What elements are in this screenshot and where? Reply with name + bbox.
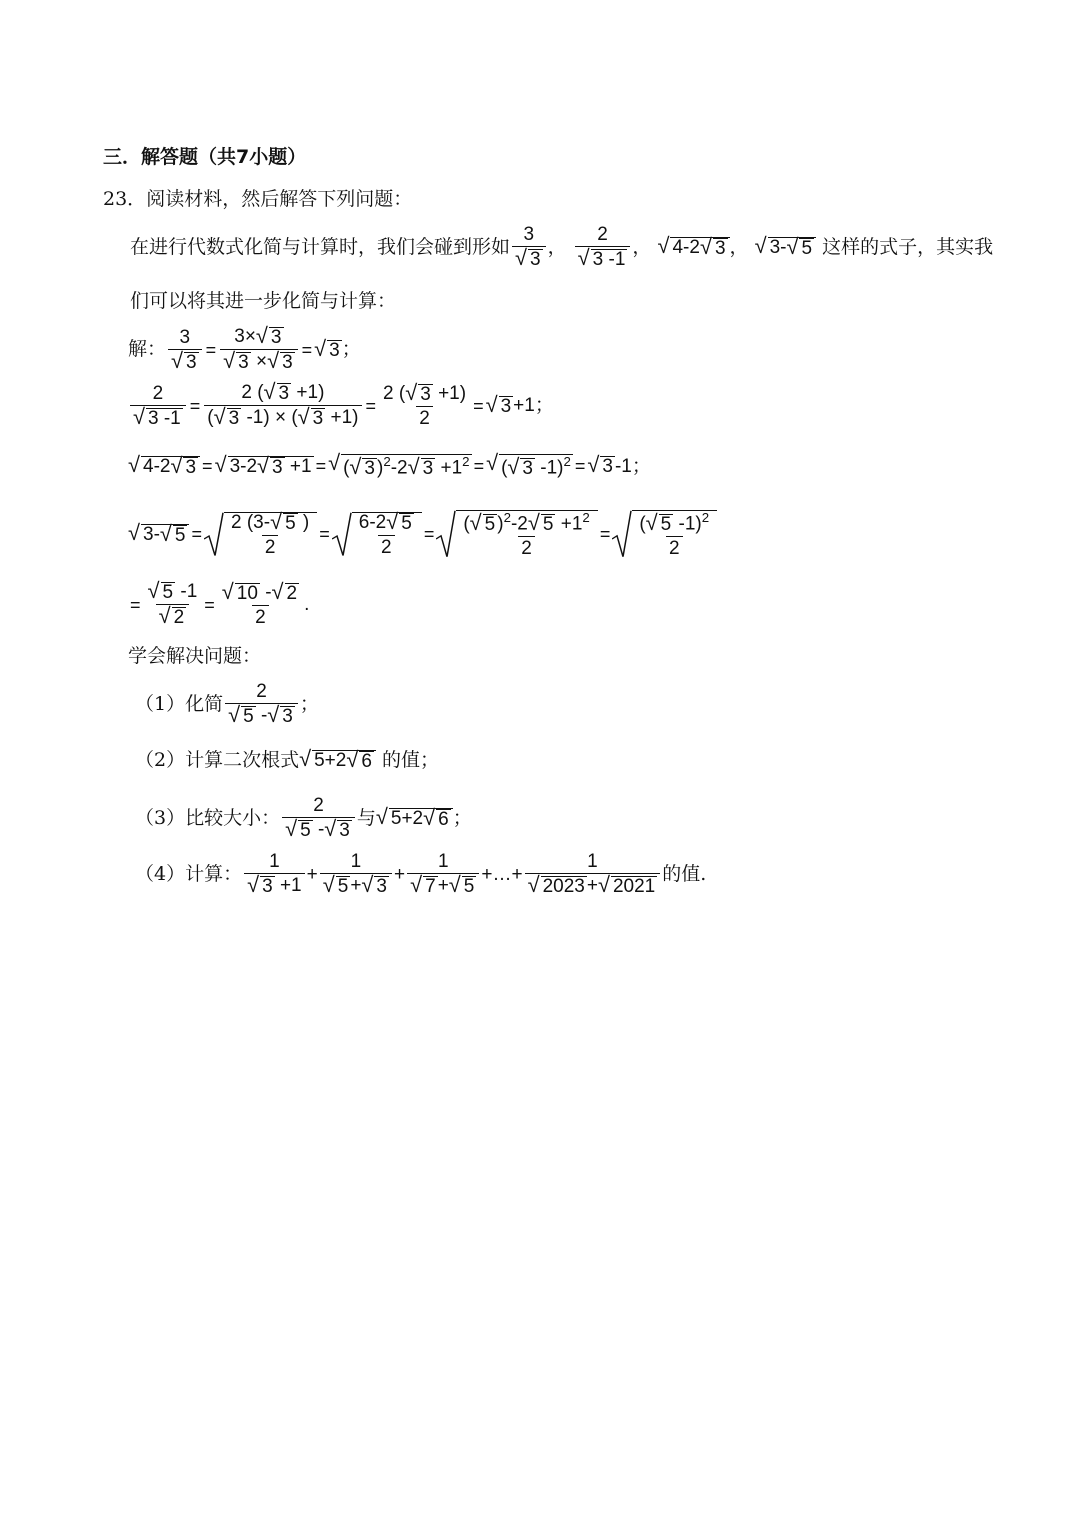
para1-tail: 这样的式子，其实我 — [822, 235, 994, 258]
equals: = — [473, 395, 484, 416]
rad: √ 3 — [587, 456, 615, 476]
equals: = — [191, 524, 202, 545]
rad: √ (√ 3 )$^2$-2√ $3 +1^2$ — [328, 454, 471, 478]
solution-line-5 — [128, 582, 1080, 627]
sep: ， — [729, 235, 749, 258]
frac: 1 √ 7 +√ 5 — [407, 852, 479, 896]
equals: = — [599, 524, 611, 545]
section-title: 三．解答题（共7小题） — [103, 146, 307, 168]
frac: 3 √ 3 — [168, 328, 202, 372]
big-radical: $\frac{(√ 5 )^2-2√ 5 +1^2}{2}$ — [436, 510, 597, 558]
solution-line-4 — [128, 510, 1080, 558]
rad: √ 4-2√ 3 — [128, 456, 200, 477]
question-intro: 阅读材料，然后解答下列问题： — [146, 188, 413, 210]
solution-line-3 — [128, 454, 1080, 478]
question-number: 23． — [103, 188, 147, 210]
equals: = — [319, 524, 330, 545]
rad: √ 3-2√ 3 +1 — [215, 456, 314, 477]
equals: = — [315, 456, 327, 477]
frac: 2 √ 5 -√ 3 — [282, 796, 355, 840]
q3 — [135, 796, 1080, 840]
frac: 2 √ 5 -√ 3 — [225, 682, 298, 726]
q4-label: （4）计算： — [135, 862, 243, 885]
equals: = — [574, 456, 586, 477]
equals: = — [202, 456, 213, 477]
period: . — [304, 594, 310, 615]
q2-label: （2）计算二次根式 — [135, 749, 300, 771]
big-radical: $\frac{(√ 5 -1)^2}{2}$ — [612, 510, 717, 558]
equals: = — [130, 594, 141, 615]
equals: = — [189, 395, 201, 416]
plus: + — [306, 863, 318, 885]
frac: 1 √ 3 +1 — [244, 852, 305, 896]
learn-label: 学会解决问题： — [128, 645, 262, 667]
frac: $\frac{2 (√ 3 +1)}{(√ 3 -1) \times (√ 3 +1)}$ — [204, 383, 361, 428]
equals: = — [423, 524, 435, 545]
frac-3-over-sqrt3: 3 √ 3 — [512, 225, 546, 269]
q4 — [135, 852, 1080, 896]
frac-2-over-sqrt3-minus1: 2 √ 3 -1 — [575, 225, 631, 269]
q2 — [135, 750, 1080, 771]
frac: 1 √ 2023 +√ 2021 — [525, 852, 661, 896]
q2-end: 的值； — [381, 749, 439, 771]
para2: 们可以将其进一步化简与计算： — [130, 290, 397, 312]
rad: √ 3 — [486, 396, 514, 416]
q4-end: 的值. — [662, 862, 707, 885]
q1-end: ； — [299, 692, 319, 715]
frac: $\frac{2 (√ 3 +1)}{2}$ — [380, 384, 469, 428]
solution-line-2 — [128, 383, 1080, 428]
frac: 3×√ 3 √ 3 ×√ 3 — [220, 327, 298, 372]
frac: 2 √ 3 -1 — [130, 384, 186, 428]
equals: = — [365, 395, 377, 416]
big-radical: $\frac{6-2√ 5}{2}$ — [332, 512, 422, 557]
question-intro-line — [103, 190, 1080, 209]
q3-label: （3）比较大小： — [135, 806, 281, 829]
equals: = — [473, 456, 485, 477]
solution-line-1 — [128, 327, 1080, 372]
rad: √ (√ 3 -1)$^2$ — [486, 454, 573, 478]
frac: 1 √ 5 +√ 3 — [320, 852, 392, 896]
rad: √ 5+2√ 6 — [299, 750, 376, 771]
rad: √ 3-√ 5 — [128, 524, 189, 545]
big-radical: $\frac{2 (3-√ 5 )}{2}$ — [204, 512, 317, 557]
sep: ， — [547, 235, 567, 258]
para1-lead: 在进行代数式化简与计算时，我们会碰到形如 — [130, 235, 511, 258]
plus: + — [394, 863, 406, 885]
equals: = — [204, 594, 215, 615]
rad-3-minus-sqrt5: √ 3-√ 5 — [755, 237, 816, 258]
tail: -1； — [614, 455, 651, 477]
rad: √ 3 — [314, 340, 342, 360]
semicolon: ； — [341, 339, 361, 360]
tail: +1； — [513, 395, 554, 416]
rad-4-minus-2sqrt3: √ 4-2√ 3 — [657, 237, 729, 258]
frac: √ 5 -1 √ 2 — [145, 582, 201, 627]
rad: √ 5+2√ 6 — [376, 808, 453, 829]
q3-end: ； — [452, 806, 472, 829]
equals: = — [301, 339, 313, 360]
solution-label: 解： — [128, 338, 167, 360]
sep: ， — [632, 235, 652, 258]
q3-mid: 与 — [356, 806, 376, 829]
frac: √ $\frac{10 -√ 2}{2}$ — [219, 583, 302, 627]
q1-label: （1）化简 — [135, 692, 224, 715]
q1 — [135, 682, 1080, 726]
dots: +…+ — [481, 863, 523, 885]
equals: = — [205, 339, 217, 360]
para1 — [130, 225, 1080, 269]
